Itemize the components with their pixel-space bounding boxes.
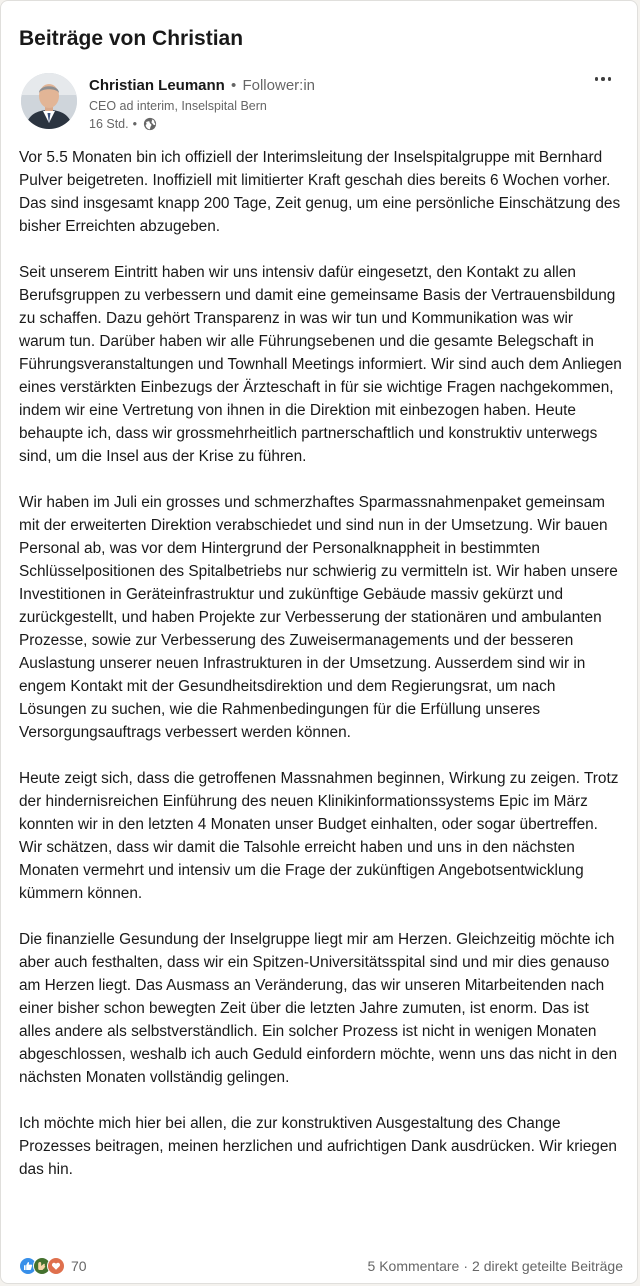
post-paragraph: Ich möchte mich hier bei allen, die zur konstruktiven Ausgestaltung des Change Prozesses beitragen, meinen herzlichen und aufrichtigen Dank ausdrücken. Wir kriegen das hin. [19,1115,617,1178]
post-paragraph: Heute zeigt sich, dass die getroffenen Massnahmen beginnen, Wirkung zu zeigen. Trotz der hindernisreichen Einführung des neuen Klinikinformationssystems Epic im März konnten wir in den letzten 4 Monaten unser Budget einhalten, oder sogar übertreffen. Wir schätzen, dass wir damit die Talsohle erreicht haben und uns in den nächsten Monaten vermehrt und intensiv um die Frage der zukünftigen Angebotsentwicklung kümmern können. [19,770,619,902]
reaction-icons [19,1257,67,1275]
post-time-separator: • [132,117,138,131]
post-time: 16 Std. [89,117,129,131]
section-title: Beiträge von Christian [19,27,244,50]
more-options-icon[interactable] [589,69,617,89]
post-paragraph: Die finanzielle Gesundung der Inselgruppe liegt mir am Herzen. Gleichzeitig möchte ich aber auch festhalten, dass wir ein Spitzen-Universitätsspital sind und mir dies genauso am Herzen liegt. Das Ausmass an Veränderung, das wir unseren Mitarbeitenden nach einer bisher schon bewegten Zeit über die letzten Jahre zumuten, ist enorm. Das ist alles andere als selbstverständlich. Ein solcher Prozess ist nicht in wenigen Monaten abgeschlossen, weshalb ich auch Geduld einfordern möchte, wenn uns das nicht in den nächsten Monaten vollständig gelingen. [19,931,618,1086]
avatar[interactable] [21,73,77,129]
engagement-counts [368,1258,623,1274]
avatar-image [21,73,77,129]
comments-link[interactable]: 5 Kommentare [367,1258,460,1274]
author-line [89,76,315,96]
post-paragraph: Seit unserem Eintritt haben wir uns intensiv dafür eingesetzt, den Kontakt zu allen Berufsgruppen zu verbessern und damit eine gemeinsame Basis der Vertrauensbildung zu schaffen. Dazu gehört Transparenz in was wir tun und Kommunikation was wir warum tun. Darüber haben wir alle Führungsebenen und die gesamte Belegschaft in Führungsveranstaltungen und Townhall Meetings informiert. Wir sind auch dem Anliegen eines verstärkten Einbezugs der Ärzteschaft in für sie wichtige Fragen nachgekommen, indem wir eine Vertretung von ihnen in die Direktion mit einbezogen haben. Heute behaupte ich, dass wir grossmehrheitlich partnerschaftlich und konstruktiv unterwegs sind, um die Insel aus der Krise zu führen. [19,264,622,465]
post-paragraph: Wir haben im Juli ein grosses und schmerzhaftes Sparmassnahmenpaket gemeinsam mit der erweiterten Direktion verabschiedet und sind nun in der Umsetzung. Wir bauen Personal ab, was vor dem Hintergrund der Personalknappheit in bestimmten Schlüsselpositionen des Spitalbetriebs nur schwierig zu vermitteln ist. Wir haben unsere Investitionen in Geräteinfrastruktur und zukünftige Gebäude massiv gekürzt und zurückgestellt, und haben Projekte zur Verbesserung der stationären und ambulanten Prozesse, sowie zur Verbesserung des Zuweisermanagements und der besseren Auslastung unserer neuen Infrastrukturen in der Umsetzung. Ausserdem sind wir in engem Kontakt mit der Gesundheitsdirektion und dem Regierungsrat, um nach Lösungen zu suchen, wie die Rahmenbedingungen für die Erfüllung unseres Versorgungsauftrags verbessert werden können. [19,494,618,741]
reposts-link[interactable]: 2 direkt geteilte Beiträge [472,1258,623,1274]
globe-icon [143,117,157,131]
author-separator: • [231,77,237,94]
author-headline: CEO ad interim, Inselspital Bern [89,99,267,113]
post-body [19,146,623,1181]
author-name[interactable]: Christian Leumann [89,77,225,94]
post-paragraph: Vor 5.5 Monaten bin ich offiziell der Interimsleitung der Inselspitalgruppe mit Bernhard Pulver beigetreten. Inoffiziell mit limitierter Kraft geschah dies bereits 6 Wochen vorher. Das sind insgesamt knapp 200 Tage, Zeit genug, um eine persönliche Einschätzung des bisher Erreichten abzugeben. [19,149,621,235]
post-meta [89,116,157,132]
reaction-count: 70 [71,1258,87,1274]
author-relation: Follower:in [242,77,315,94]
post-footer [19,1255,623,1277]
counts-separator: · [463,1258,469,1274]
love-icon [47,1257,65,1275]
reactions-summary[interactable] [19,1257,87,1275]
